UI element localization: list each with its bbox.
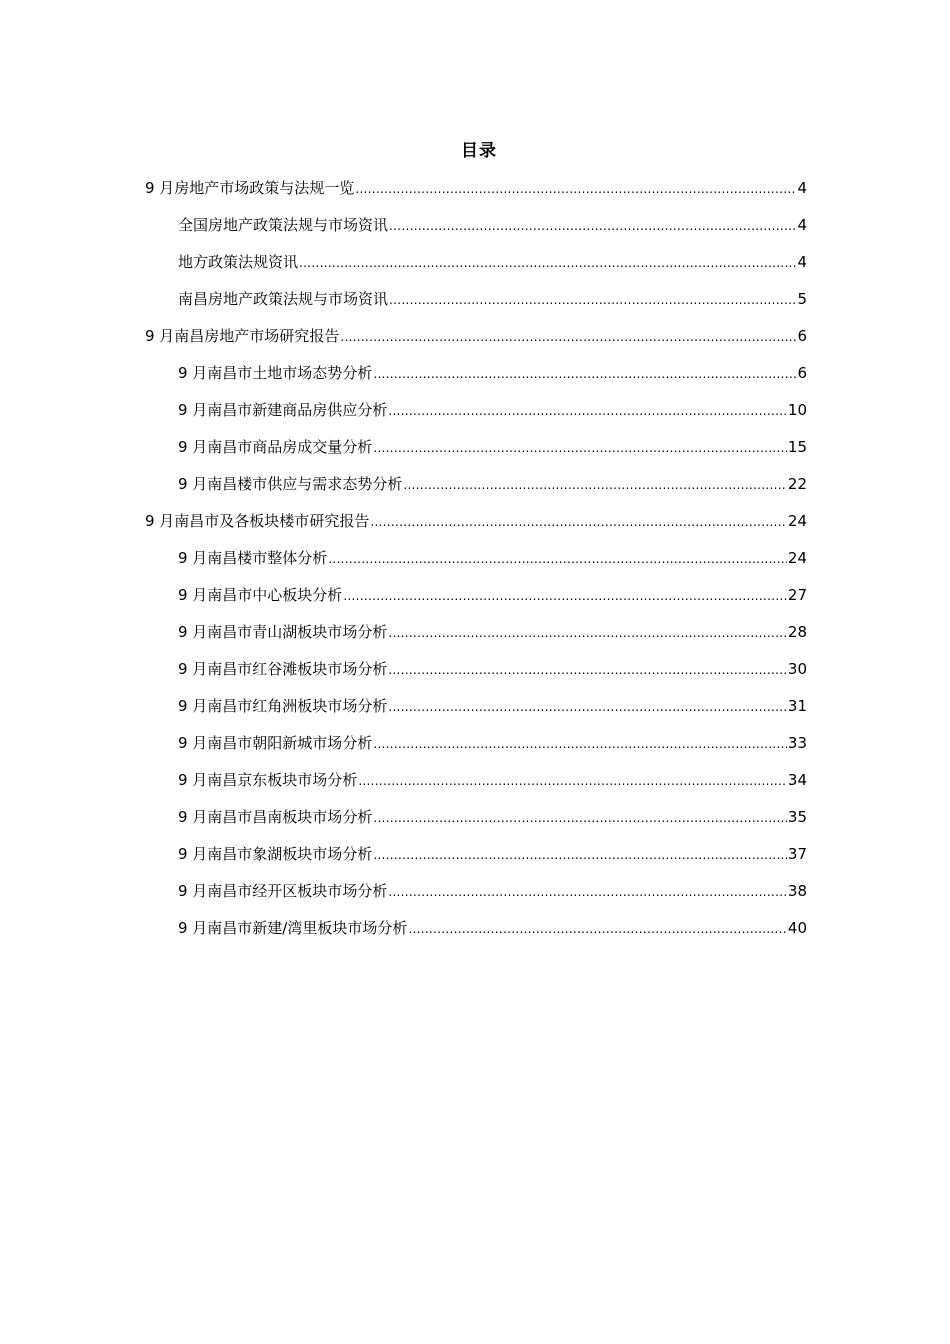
- toc-entry[interactable]: [145, 731, 807, 768]
- toc-entry-text: 9 月南昌市昌南板块市场分析: [178, 808, 373, 826]
- toc-page-number: 30: [787, 660, 807, 678]
- toc-entry[interactable]: [145, 916, 807, 953]
- toc-entry-text: 9 月南昌市青山湖板块市场分析: [178, 623, 388, 641]
- toc-dot-leader: [389, 214, 796, 238]
- toc-dot-leader: [408, 917, 787, 941]
- toc-dot-leader: [388, 399, 787, 423]
- toc-dot-leader: [373, 806, 787, 830]
- toc-page-number: 24: [787, 549, 807, 567]
- toc-entry[interactable]: [145, 398, 807, 435]
- toc-entry-text: 9 月南昌市新建商品房供应分析: [178, 401, 388, 419]
- toc-entry-text: 9 月南昌楼市供应与需求态势分析: [178, 475, 403, 493]
- toc-dot-leader: [388, 880, 787, 904]
- toc-page-number: 27: [787, 586, 807, 604]
- toc-page-number: 37: [787, 845, 807, 863]
- toc-entry-text: 地方政策法规资讯: [178, 253, 299, 271]
- toc-dot-leader: [389, 288, 796, 312]
- toc-dot-leader: [388, 658, 787, 682]
- toc-list: [145, 176, 807, 953]
- toc-entry[interactable]: [145, 472, 807, 509]
- toc-dot-leader: [343, 584, 787, 608]
- toc-page-number: 33: [787, 734, 807, 752]
- toc-page-number: 22: [787, 475, 807, 493]
- toc-dot-leader: [299, 251, 796, 275]
- toc-entry-text: 9 月南昌市经开区板块市场分析: [178, 882, 388, 900]
- toc-page-number: 4: [797, 179, 807, 197]
- toc-page-number: 5: [797, 290, 807, 308]
- toc-entry-text: 9 月南昌市中心板块分析: [178, 586, 343, 604]
- toc-dot-leader: [403, 473, 787, 497]
- toc-entry[interactable]: [145, 583, 807, 620]
- toc-page-number: 6: [797, 364, 807, 382]
- toc-entry-text: 9 月南昌市象湖板块市场分析: [178, 845, 373, 863]
- toc-dot-leader: [373, 362, 796, 386]
- toc-page-number: 10: [787, 401, 807, 419]
- toc-page-number: 6: [797, 327, 807, 345]
- toc-entry-text: 9 月南昌楼市整体分析: [178, 549, 328, 567]
- toc-entry-text: 9 月南昌市及各板块楼市研究报告: [145, 512, 370, 530]
- toc-page-number: 28: [787, 623, 807, 641]
- toc-entry[interactable]: [145, 805, 807, 842]
- toc-page-number: 15: [787, 438, 807, 456]
- toc-dot-leader: [370, 510, 787, 534]
- toc-entry[interactable]: [145, 435, 807, 472]
- toc-dot-leader: [373, 843, 787, 867]
- toc-entry[interactable]: [145, 176, 807, 213]
- toc-entry[interactable]: [145, 768, 807, 805]
- toc-entry-text: 9 月南昌市商品房成交量分析: [178, 438, 373, 456]
- toc-page-number: 24: [787, 512, 807, 530]
- toc-entry-text: 9 月南昌市新建/湾里板块市场分析: [178, 919, 408, 937]
- toc-entry[interactable]: [145, 842, 807, 879]
- toc-entry-text: 全国房地产政策法规与市场资讯: [178, 216, 389, 234]
- toc-entry[interactable]: [145, 361, 807, 398]
- toc-entry-text: 9 月南昌京东板块市场分析: [178, 771, 358, 789]
- toc-entry[interactable]: [145, 879, 807, 916]
- toc-entry[interactable]: [145, 546, 807, 583]
- toc-entry-text: 9 月南昌房地产市场研究报告: [145, 327, 340, 345]
- toc-page-number: 38: [787, 882, 807, 900]
- toc-dot-leader: [373, 732, 787, 756]
- toc-page-number: 40: [787, 919, 807, 937]
- toc-page-number: 34: [787, 771, 807, 789]
- toc-dot-leader: [373, 436, 787, 460]
- toc-entry[interactable]: [145, 287, 807, 324]
- toc-entry[interactable]: [145, 694, 807, 731]
- toc-entry-text: 9 月房地产市场政策与法规一览: [145, 179, 355, 197]
- toc-entry[interactable]: [145, 324, 807, 361]
- toc-entry[interactable]: [145, 509, 807, 546]
- toc-entry[interactable]: [145, 213, 807, 250]
- toc-dot-leader: [388, 621, 787, 645]
- toc-page-number: 35: [787, 808, 807, 826]
- toc-entry[interactable]: [145, 657, 807, 694]
- toc-entry-text: 9 月南昌市红谷滩板块市场分析: [178, 660, 388, 678]
- toc-entry-text: 9 月南昌市朝阳新城市场分析: [178, 734, 373, 752]
- toc-entry[interactable]: [145, 250, 807, 287]
- toc-entry-text: 9 月南昌市红角洲板块市场分析: [178, 697, 388, 715]
- toc-title: 目录: [461, 141, 497, 161]
- toc-entry-text: 南昌房地产政策法规与市场资讯: [178, 290, 389, 308]
- toc-page-number: 4: [797, 216, 807, 234]
- toc-dot-leader: [355, 177, 796, 201]
- toc-entry[interactable]: [145, 620, 807, 657]
- toc-dot-leader: [328, 547, 787, 571]
- toc-dot-leader: [388, 695, 787, 719]
- toc-page-number: 31: [787, 697, 807, 715]
- toc-entry-text: 9 月南昌市土地市场态势分析: [178, 364, 373, 382]
- toc-page-number: 4: [797, 253, 807, 271]
- toc-dot-leader: [358, 769, 787, 793]
- toc-dot-leader: [340, 325, 796, 349]
